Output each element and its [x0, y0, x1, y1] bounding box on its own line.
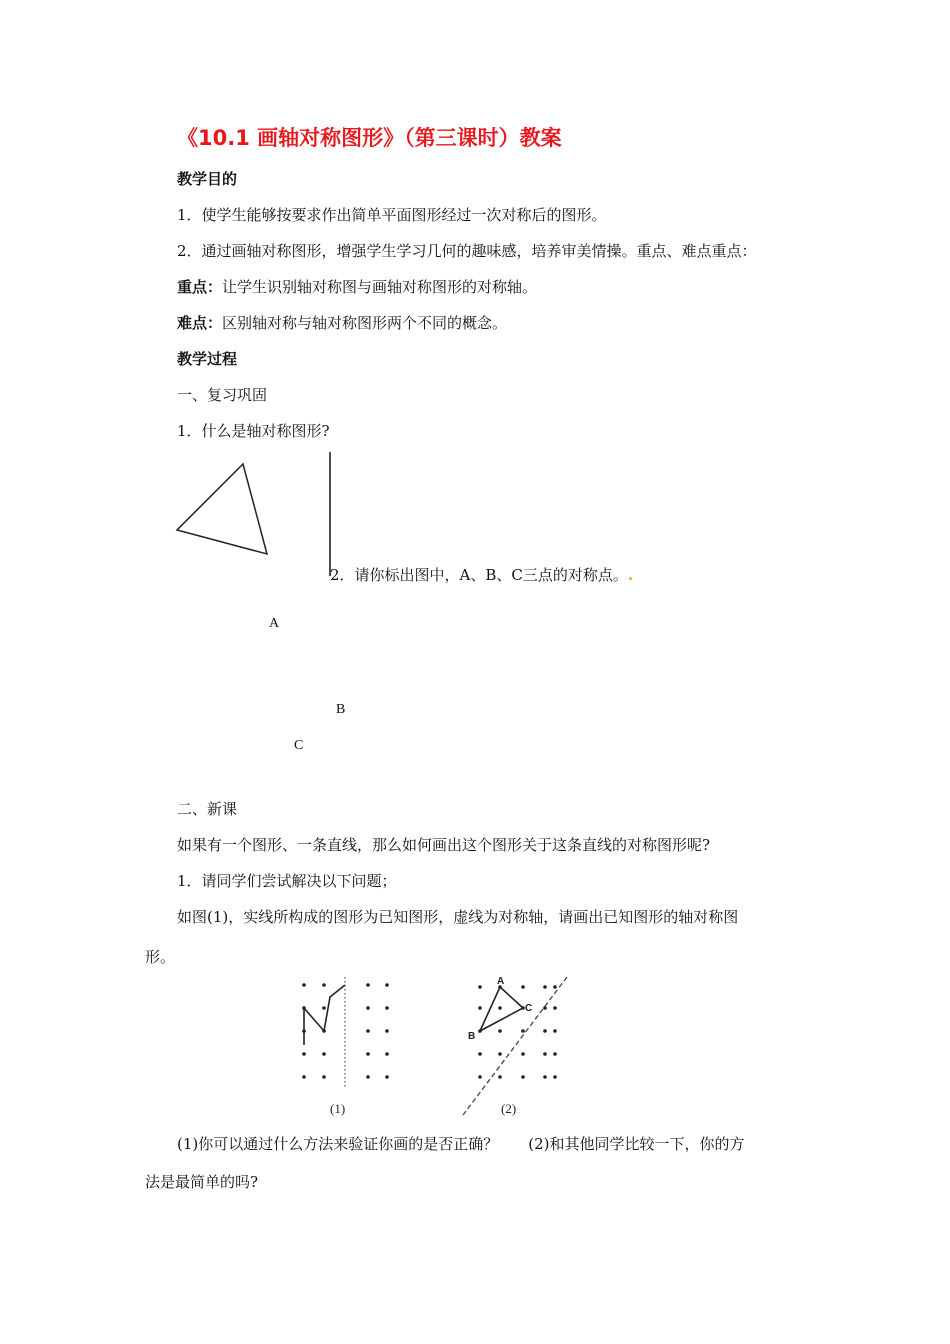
figure-1-dot-grid	[290, 975, 410, 1120]
grid-dot	[385, 983, 389, 987]
objectives-heading: 教学目的	[177, 170, 238, 188]
grid-dot	[366, 983, 370, 987]
grid-dot	[553, 1052, 557, 1056]
grid-dot	[385, 1075, 389, 1079]
review-question-2-text: 2．请你标出图中，A、B、C三点的对称点。	[330, 566, 628, 584]
grid-dot	[543, 1029, 547, 1033]
grid-dot	[543, 1052, 547, 1056]
grid-dot	[366, 1029, 370, 1033]
figure-2-dot-grid	[455, 975, 585, 1120]
key-point-label: 重点：	[177, 278, 223, 296]
grid-dot	[302, 983, 306, 987]
grid-dot	[478, 985, 482, 989]
process-heading: 教学过程	[177, 350, 238, 368]
review-heading: 一、复习巩固	[177, 386, 268, 404]
task-desc-line-2: 形。	[145, 948, 176, 966]
grid-dot	[521, 985, 525, 989]
question-line-1: (1)你可以通过什么方法来验证你画的是否正确？ (2)和其他同学比较一下，你的方	[177, 1135, 745, 1153]
point-a-label: A	[269, 616, 280, 631]
grid-dot	[478, 1075, 482, 1079]
key-point	[177, 276, 537, 297]
grid-dot	[366, 1075, 370, 1079]
grid-dot	[498, 1006, 502, 1010]
dashed-axis-line	[463, 977, 567, 1115]
triangle-shape	[177, 464, 267, 554]
figure-2-label-a: A	[497, 976, 505, 987]
grid-dot	[322, 983, 326, 987]
figure-2-label-b: B	[468, 1031, 476, 1042]
grid-dot	[366, 1006, 370, 1010]
figure-2-caption: (2)	[501, 1101, 517, 1116]
grid-dot	[322, 1052, 326, 1056]
review-question-1: 1．什么是轴对称图形?	[177, 422, 330, 440]
grid-dot	[302, 1052, 306, 1056]
difficulty-label: 难点：	[177, 314, 223, 332]
grid-dot	[385, 1006, 389, 1010]
grid-dot	[366, 1052, 370, 1056]
task-1: 1．请同学们尝试解决以下问题；	[177, 872, 397, 890]
grid-dot	[498, 1052, 502, 1056]
grid-dot	[322, 1006, 326, 1010]
marker-dot: .	[627, 566, 634, 584]
objective-1: 1．使学生能够按要求作出简单平面图形经过一次对称后的图形。	[177, 206, 607, 224]
grid-dot	[385, 1052, 389, 1056]
grid-dot	[498, 1029, 502, 1033]
grid-dot	[385, 1029, 389, 1033]
grid-dot	[543, 985, 547, 989]
given-shape-polyline	[304, 985, 345, 1045]
given-triangle	[480, 987, 523, 1031]
triangle-figure	[170, 450, 350, 580]
new-lesson-intro: 如果有一个图形、一条直线，那么如何画出这个图形关于这条直线的对称图形呢?	[177, 836, 711, 854]
grid-dot	[322, 1075, 326, 1079]
grid-dot	[521, 1052, 525, 1056]
page-title: 《10.1 画轴对称图形》（第三课时）教案	[177, 126, 562, 150]
grid-dot	[553, 1029, 557, 1033]
point-b-label: B	[336, 702, 346, 717]
task-desc-line-1: 如图(1)，实线所构成的图形为已知图形，虚线为对称轴，请画出已知图形的轴对称图	[177, 908, 739, 926]
grid-dot	[521, 1029, 525, 1033]
grid-dot	[543, 1075, 547, 1079]
grid-dot	[302, 1075, 306, 1079]
difficulty	[177, 312, 507, 333]
figure-2-label-c: C	[525, 1003, 533, 1014]
point-c-label: C	[294, 738, 304, 753]
grid-dot	[553, 1006, 557, 1010]
key-point-text: 让学生识别轴对称图与画轴对称图形的对称轴。	[222, 278, 538, 296]
question-line-2: 法是最简单的吗?	[145, 1173, 259, 1191]
grid-dot	[478, 1006, 482, 1010]
grid-dot	[553, 1075, 557, 1079]
review-question-2	[330, 564, 633, 585]
objective-2: 2．通过画轴对称图形，增强学生学习几何的趣味感，培养审美情操。重点、难点重点：	[177, 242, 757, 260]
grid-dot	[553, 985, 557, 989]
figure-1-caption: (1)	[330, 1101, 346, 1116]
grid-dot	[521, 1075, 525, 1079]
grid-dot	[478, 1052, 482, 1056]
grid-dot	[498, 1075, 502, 1079]
difficulty-text: 区别轴对称与轴对称图形两个不同的概念。	[222, 314, 508, 332]
new-lesson-heading: 二、新课	[177, 800, 238, 818]
